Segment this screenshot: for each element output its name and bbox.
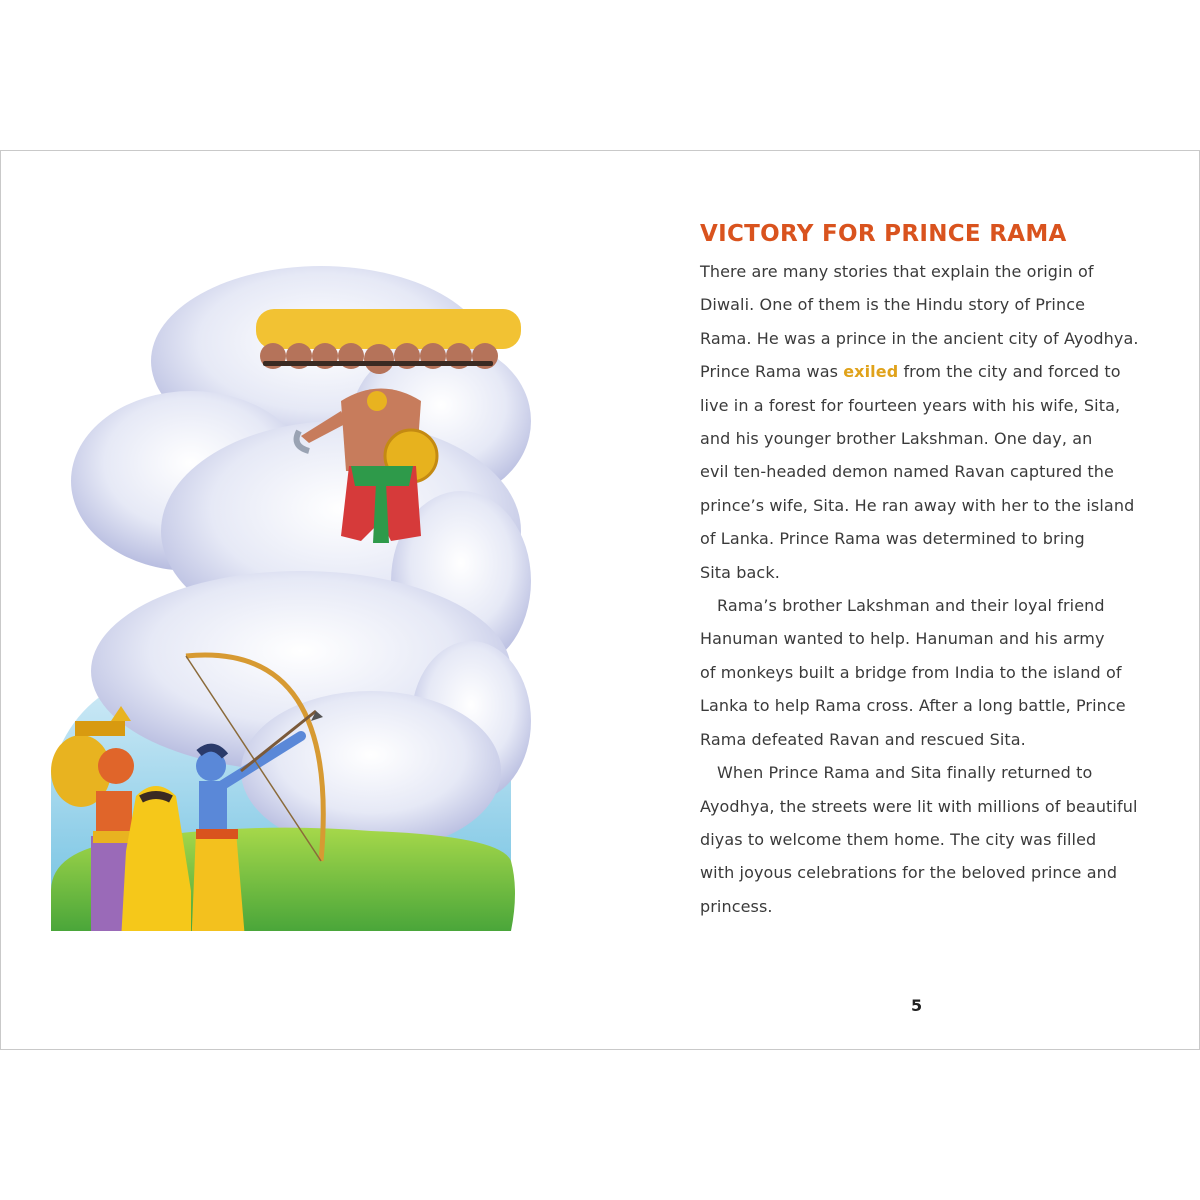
text-line: There are many stories that explain the origin of <box>700 262 1094 281</box>
story-paragraph-3 <box>700 756 1160 923</box>
story-paragraph-2 <box>700 589 1160 756</box>
page-number: 5 <box>911 996 923 1015</box>
page-title: VICTORY FOR PRINCE RAMA <box>700 221 1067 247</box>
book-spread <box>0 150 1200 1050</box>
text-fragment: Prince Rama was <box>700 362 844 382</box>
text-line: of Lanka. Prince Rama was determined to bring <box>700 529 1085 549</box>
text-line: Diwali. One of them is the Hindu story of Prince <box>700 295 1086 315</box>
text-line: Rama’s brother Lakshman and their loyal friend <box>717 596 1105 616</box>
text-line: evil ten-headed demon named Ravan captured the <box>700 462 1114 482</box>
text-fragment: from the city and forced to <box>898 362 1121 382</box>
text-line: Rama defeated Ravan and rescued Sita. <box>700 729 1026 749</box>
text-line: Hanuman wanted to help. Hanuman and his army <box>700 629 1105 649</box>
story-text-column <box>700 217 1160 923</box>
illustration-svg <box>41 251 531 931</box>
rama-battle-illustration <box>41 251 531 931</box>
text-line: with joyous celebrations for the beloved prince and <box>700 863 1118 883</box>
text-line: diyas to welcome them home. The city was filled <box>700 829 1097 849</box>
text-line: live in a forest for fourteen years with his wife, Sita, <box>700 395 1121 415</box>
text-line: Lanka to help Rama cross. After a long battle, Prince <box>700 696 1126 716</box>
text-line: and his younger brother Lakshman. One day, an <box>700 429 1093 449</box>
glossary-keyword: exiled <box>843 362 899 382</box>
text-line: princess. <box>700 896 773 916</box>
text-line: When Prince Rama and Sita finally returned to <box>717 763 1093 783</box>
text-line: Ayodhya, the streets were lit with millions of beautiful <box>700 796 1138 816</box>
text-line: Sita back. <box>700 562 780 582</box>
text-line: Rama. He was a prince in the ancient city of Ayodhya. <box>700 328 1139 348</box>
text-line: of monkeys built a bridge from India to the island of <box>700 662 1122 682</box>
text-line: prince’s wife, Sita. He ran away with her to the island <box>700 495 1135 515</box>
text-line-with-keyword <box>700 355 1160 388</box>
story-paragraph-1 <box>700 255 1160 589</box>
